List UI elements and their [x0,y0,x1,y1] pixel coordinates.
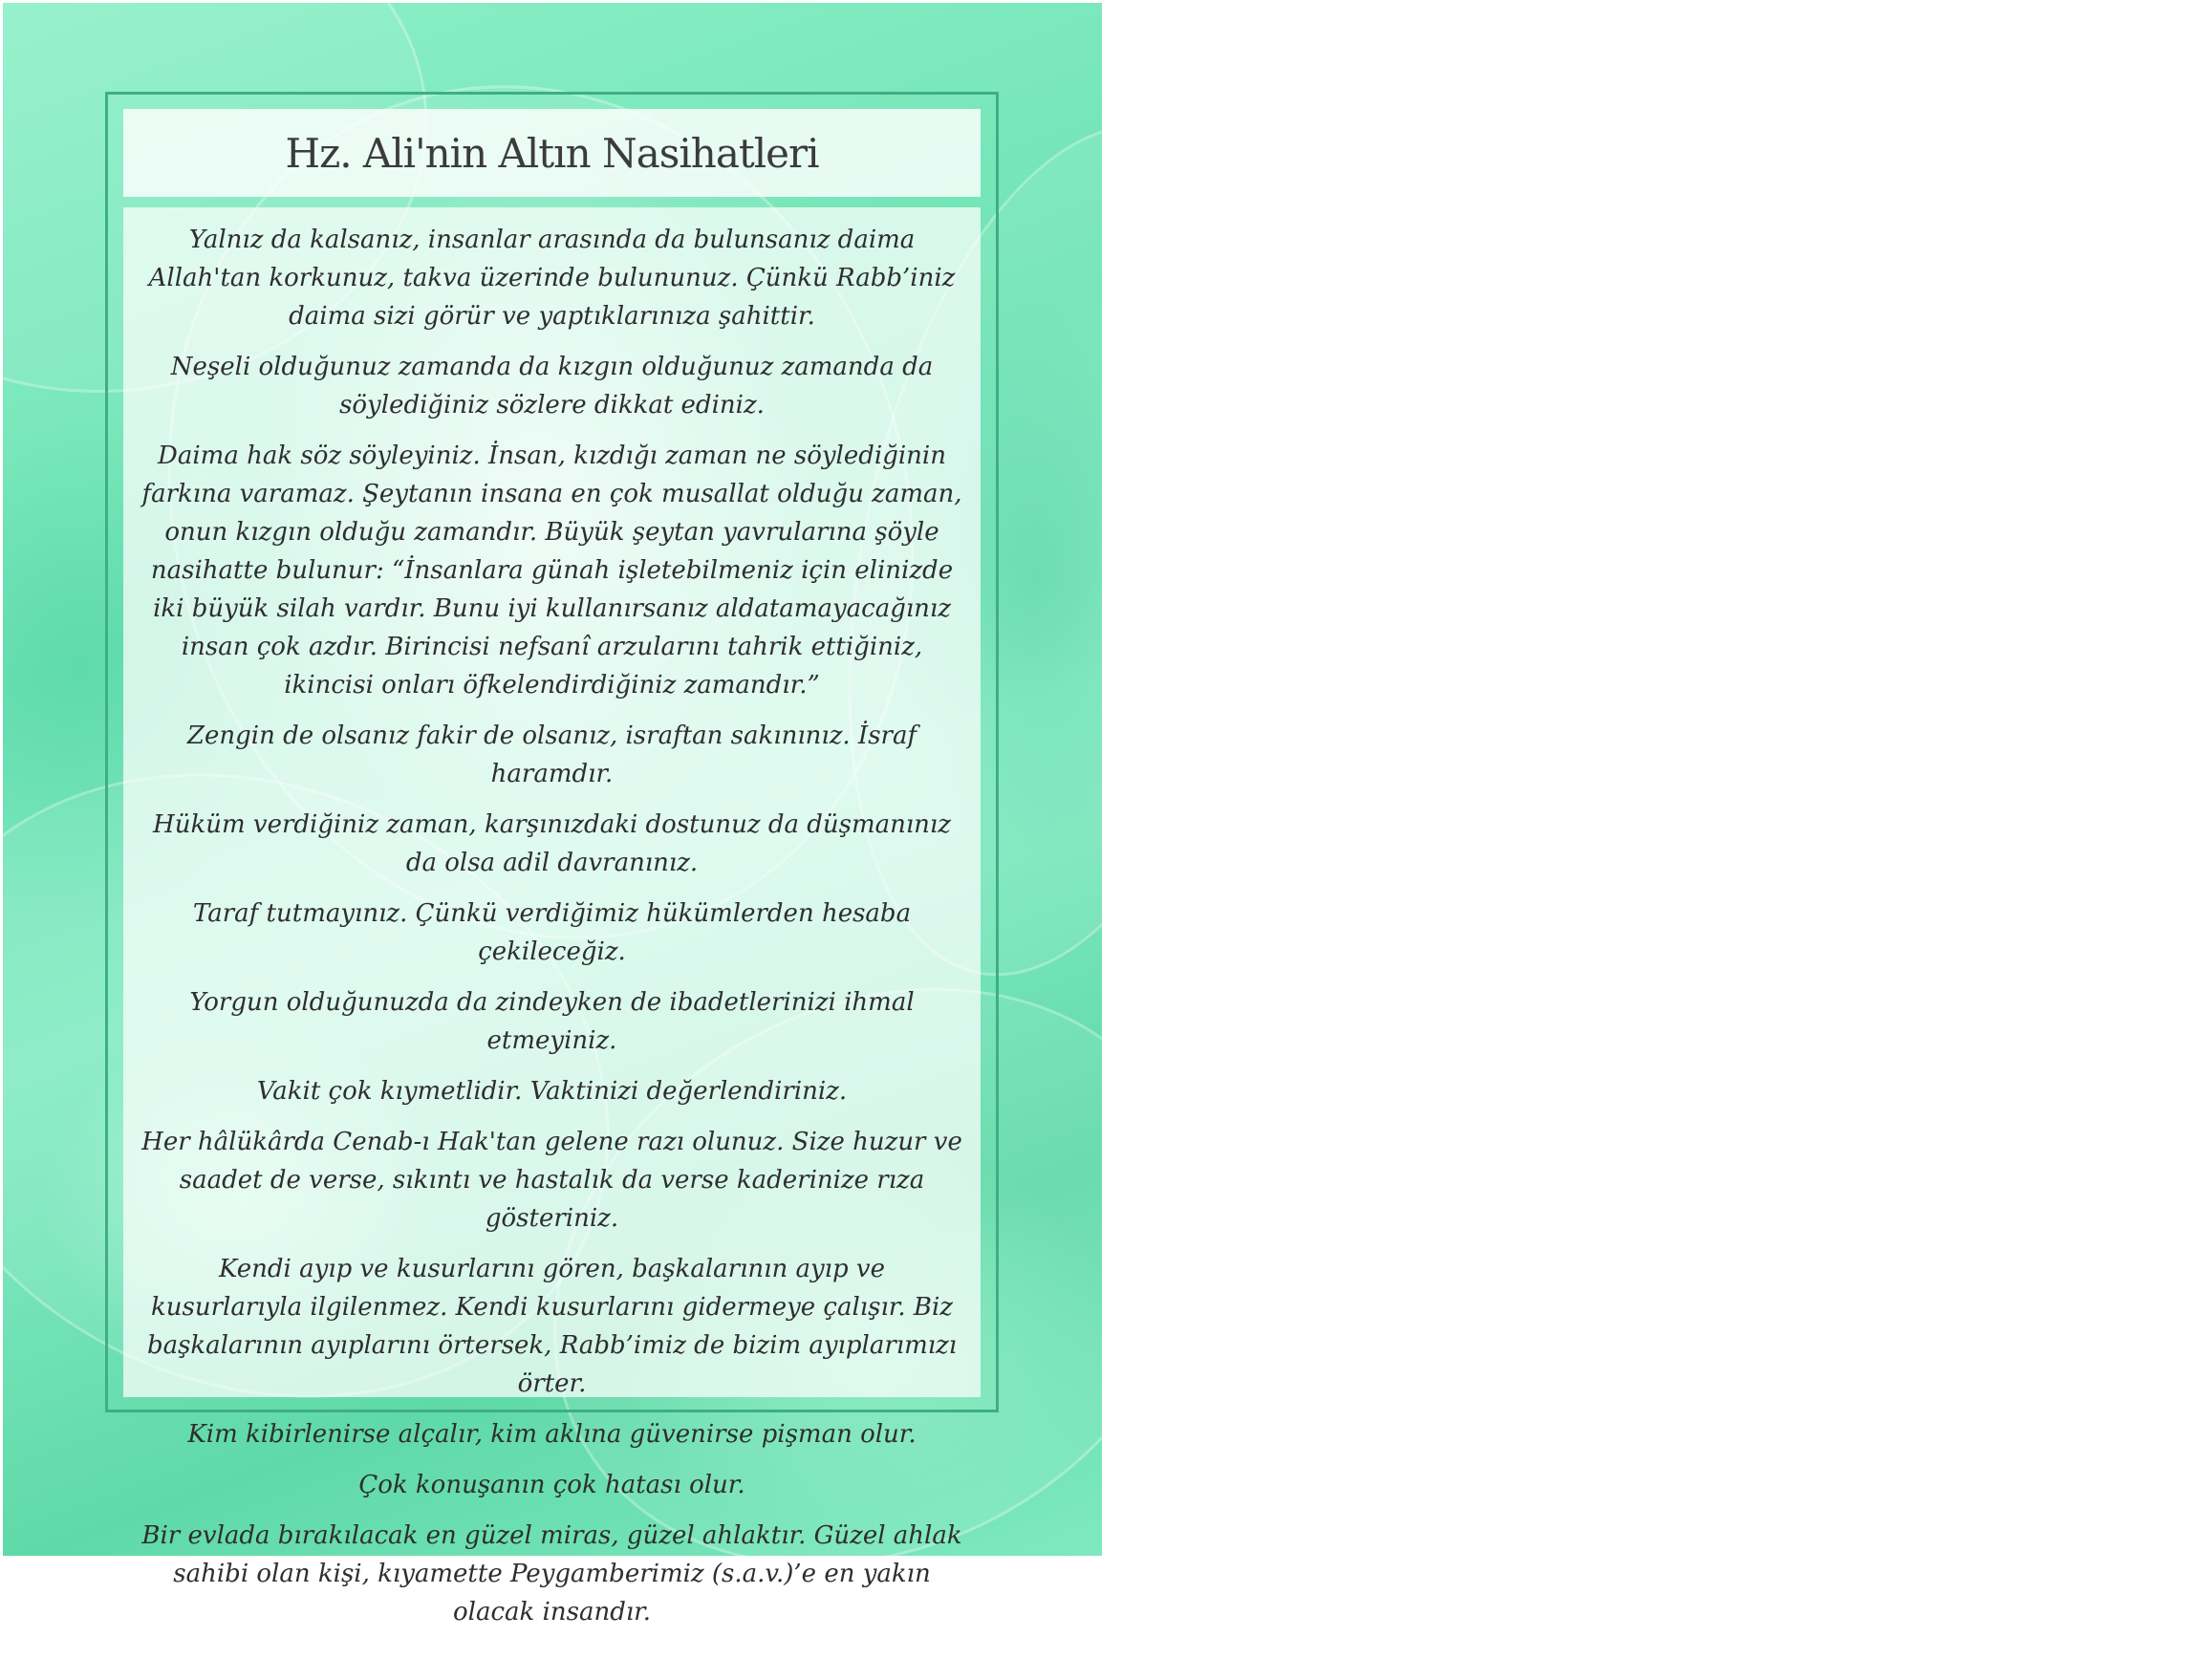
advice-paragraph: Bir evlada bırakılacak en güzel miras, güzel ahlaktır. Güzel ahlak sahibi olan kişi, kıyamette Peygamberimiz (s.a.v.)’e en yakın olacak insandır. [141,1521,962,1626]
title-panel [123,109,981,197]
advice-paragraph: Çok konuşanın çok hatası olur. [358,1471,745,1499]
advice-paragraph: Taraf tutmayınız. Çünkü verdiğimiz hükümlerden hesaba çekileceğiz. [192,899,912,966]
advice-paragraph: Her hâlükârda Cenab-ı Hak'tan gelene razı olunuz. Size huzur ve saadet de verse, sıkıntı ve hastalık da verse kaderinize rıza gösteriniz. [141,1128,962,1233]
page-title: Hz. Ali'nin Altın Nasihatleri [285,129,819,177]
advice-paragraph: Daima hak söz söyleyiniz. İnsan, kızdığı zaman ne söylediğinin farkına varamaz. Şeytanın insana en çok musallat olduğu zaman, onun kızgın olduğu zamandır. Büyük şeytan yavrularına şöyle nasihatte bulunur: “İnsanlara günah işletebilmeniz için elinizde iki büyük silah vardır. Bunu iyi kullanırsanız aldatamayacağınız insan çok azdır. Birincisi nefsanî arzularını tahrik ettiğiniz, ikincisi onları öfkelendirdiğiniz zamandır.” [141,442,962,700]
advice-paragraph: Hüküm verdiğiniz zaman, karşınızdaki dostunuz da düşmanınız da olsa adil davranınız. [153,810,951,877]
advice-paragraph: Yalnız da kalsanız, insanlar arasında da bulunsanız daima Allah'tan korkunuz, takva üzerinde bulununuz. Çünkü Rabb’iniz daima sizi görür ve yaptıklarınıza şahittir. [148,226,956,331]
poster [3,3,1102,1626]
advice-paragraph: Kim kibirlenirse alçalır, kim aklına güvenirse pişman olur. [187,1420,917,1449]
advice-paragraph: Kendi ayıp ve kusurlarını gören, başkalarının ayıp ve kusurlarıyla ilgilenmez. Kendi kusurlarını gidermeye çalışır. Biz başkalarının ayıplarını örtersek, Rabb’imiz de bizim ayıplarımızı örter. [146,1255,958,1398]
advice-paragraph: Zengin de olsanız fakir de olsanız, israftan sakınınız. İsraf haramdır. [186,722,917,788]
advice-paragraph: Yorgun olduğunuzda da zindeyken de ibadetlerinizi ihmal etmeyiniz. [189,988,915,1055]
advice-paragraph: Neşeli olduğunuz zamanda da kızgın olduğunuz zamanda da söylediğiniz sözlere dikkat ediniz. [170,353,934,420]
advice-panel [123,207,981,1626]
advice-paragraph: Vakit çok kıymetlidir. Vaktinizi değerlendiriniz. [256,1077,848,1106]
